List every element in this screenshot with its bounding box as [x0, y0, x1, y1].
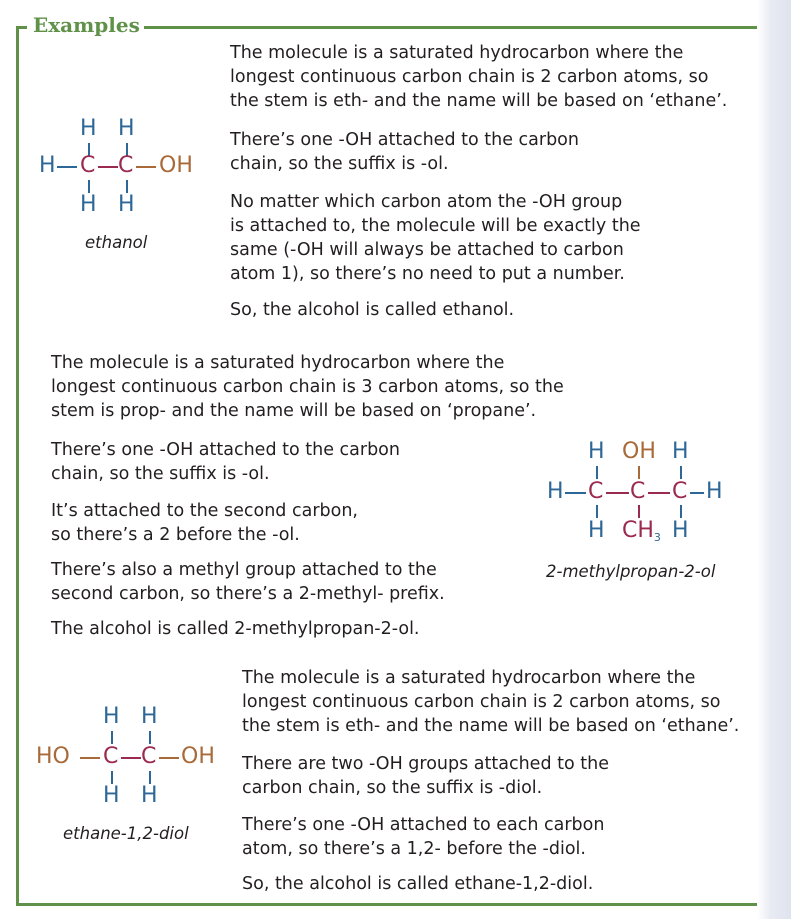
atom-h: H	[588, 518, 605, 543]
example2-paragraph: There’s also a methyl group attached to the second carbon, so there’s a 2-methyl- prefix.	[51, 560, 445, 604]
bond	[121, 757, 141, 759]
atom-h: H	[39, 153, 56, 178]
atom-c: C	[118, 153, 134, 178]
frame-left-border	[16, 26, 19, 906]
bond	[596, 466, 598, 479]
2-methylpropan-2-ol-caption: 2-methylpropan-2-ol	[546, 562, 716, 581]
bond	[638, 466, 640, 479]
atom-c: C	[672, 479, 688, 504]
atom-h: H	[141, 783, 158, 808]
example2-paragraph: The alcohol is called 2-methylpropan-2-ol.	[51, 619, 420, 639]
bond	[80, 757, 100, 759]
atom-h: H	[706, 479, 723, 504]
example1-paragraph: No matter which carbon atom the -OH group is attached to, the molecule will be exactly the same (-OH will always be attached to carbon atom 1), so there’s no need to put a number.	[230, 192, 641, 284]
atom-h: H	[588, 439, 605, 464]
atom-oh: OH	[159, 153, 193, 178]
example2-paragraph: The molecule is a saturated hydrocarbon where the longest continuous carbon chain is 3 carbon atoms, so the stem is prop- and the name will be based on ‘propane’.	[51, 353, 564, 421]
atom-h: H	[80, 116, 97, 141]
bond	[680, 505, 682, 518]
atom-h: H	[118, 116, 135, 141]
atom-c: C	[80, 153, 96, 178]
ethane-1,2-diol-caption: ethane-1,2-diol	[63, 824, 189, 843]
atom-h: H	[103, 783, 120, 808]
atom-h: H	[118, 192, 135, 217]
example2-paragraph: It’s attached to the second carbon, so there’s a 2 before the -ol.	[51, 501, 358, 545]
atom-h: H	[141, 704, 158, 729]
bond	[648, 492, 670, 494]
examples-heading: Examples	[33, 13, 140, 37]
atom-ho: HO	[36, 744, 70, 769]
atom-c: C	[588, 479, 604, 504]
bond	[596, 505, 598, 518]
atom-h: H	[547, 479, 564, 504]
example1-paragraph: So, the alcohol is called ethanol.	[230, 300, 515, 320]
example1-paragraph: The molecule is a saturated hydrocarbon where the longest continuous carbon chain is 2 carbon atoms, so the stem is eth- and the name will be based on ‘ethane’.	[230, 43, 728, 111]
bond	[680, 466, 682, 479]
atom-ch3: $CH_3$	[622, 518, 661, 544]
example3-paragraph: So, the alcohol is called ethane-1,2-diol.	[242, 874, 594, 894]
example3-paragraph: There are two -OH groups attached to the carbon chain, so the suffix is -diol.	[242, 754, 609, 798]
example2-paragraph: There’s one -OH attached to the carbon chain, so the suffix is -ol.	[51, 440, 400, 484]
atom-h: H	[672, 518, 689, 543]
bond	[98, 166, 118, 168]
example1-paragraph: There’s one -OH attached to the carbon chain, so the suffix is -ol.	[230, 130, 579, 174]
bond	[638, 505, 640, 518]
page-edge-stripe	[757, 0, 791, 919]
bond	[565, 492, 586, 494]
bond	[690, 492, 704, 494]
bond	[57, 166, 77, 168]
atom-c: C	[103, 744, 119, 769]
atom-h: H	[672, 439, 689, 464]
atom-h: H	[103, 704, 120, 729]
frame-bottom-border	[16, 903, 757, 906]
atom-oh: OH	[181, 744, 215, 769]
ethanol-caption: ethanol	[85, 233, 148, 252]
frame-top-right	[144, 26, 757, 29]
bond	[111, 731, 113, 744]
example3-paragraph: There’s one -OH attached to each carbon atom, so there’s a 1,2- before the -diol.	[242, 815, 605, 859]
bond	[606, 492, 629, 494]
atom-oh: OH	[622, 439, 656, 464]
atom-c: C	[141, 744, 157, 769]
example3-paragraph: The molecule is a saturated hydrocarbon where the longest continuous carbon chain is 2 carbon atoms, so the stem is eth- and the name will be based on ‘ethane’.	[242, 668, 740, 736]
bond	[159, 757, 179, 759]
atom-c: C	[630, 479, 646, 504]
bond	[136, 166, 156, 168]
bond	[149, 731, 151, 744]
atom-h: H	[80, 192, 97, 217]
